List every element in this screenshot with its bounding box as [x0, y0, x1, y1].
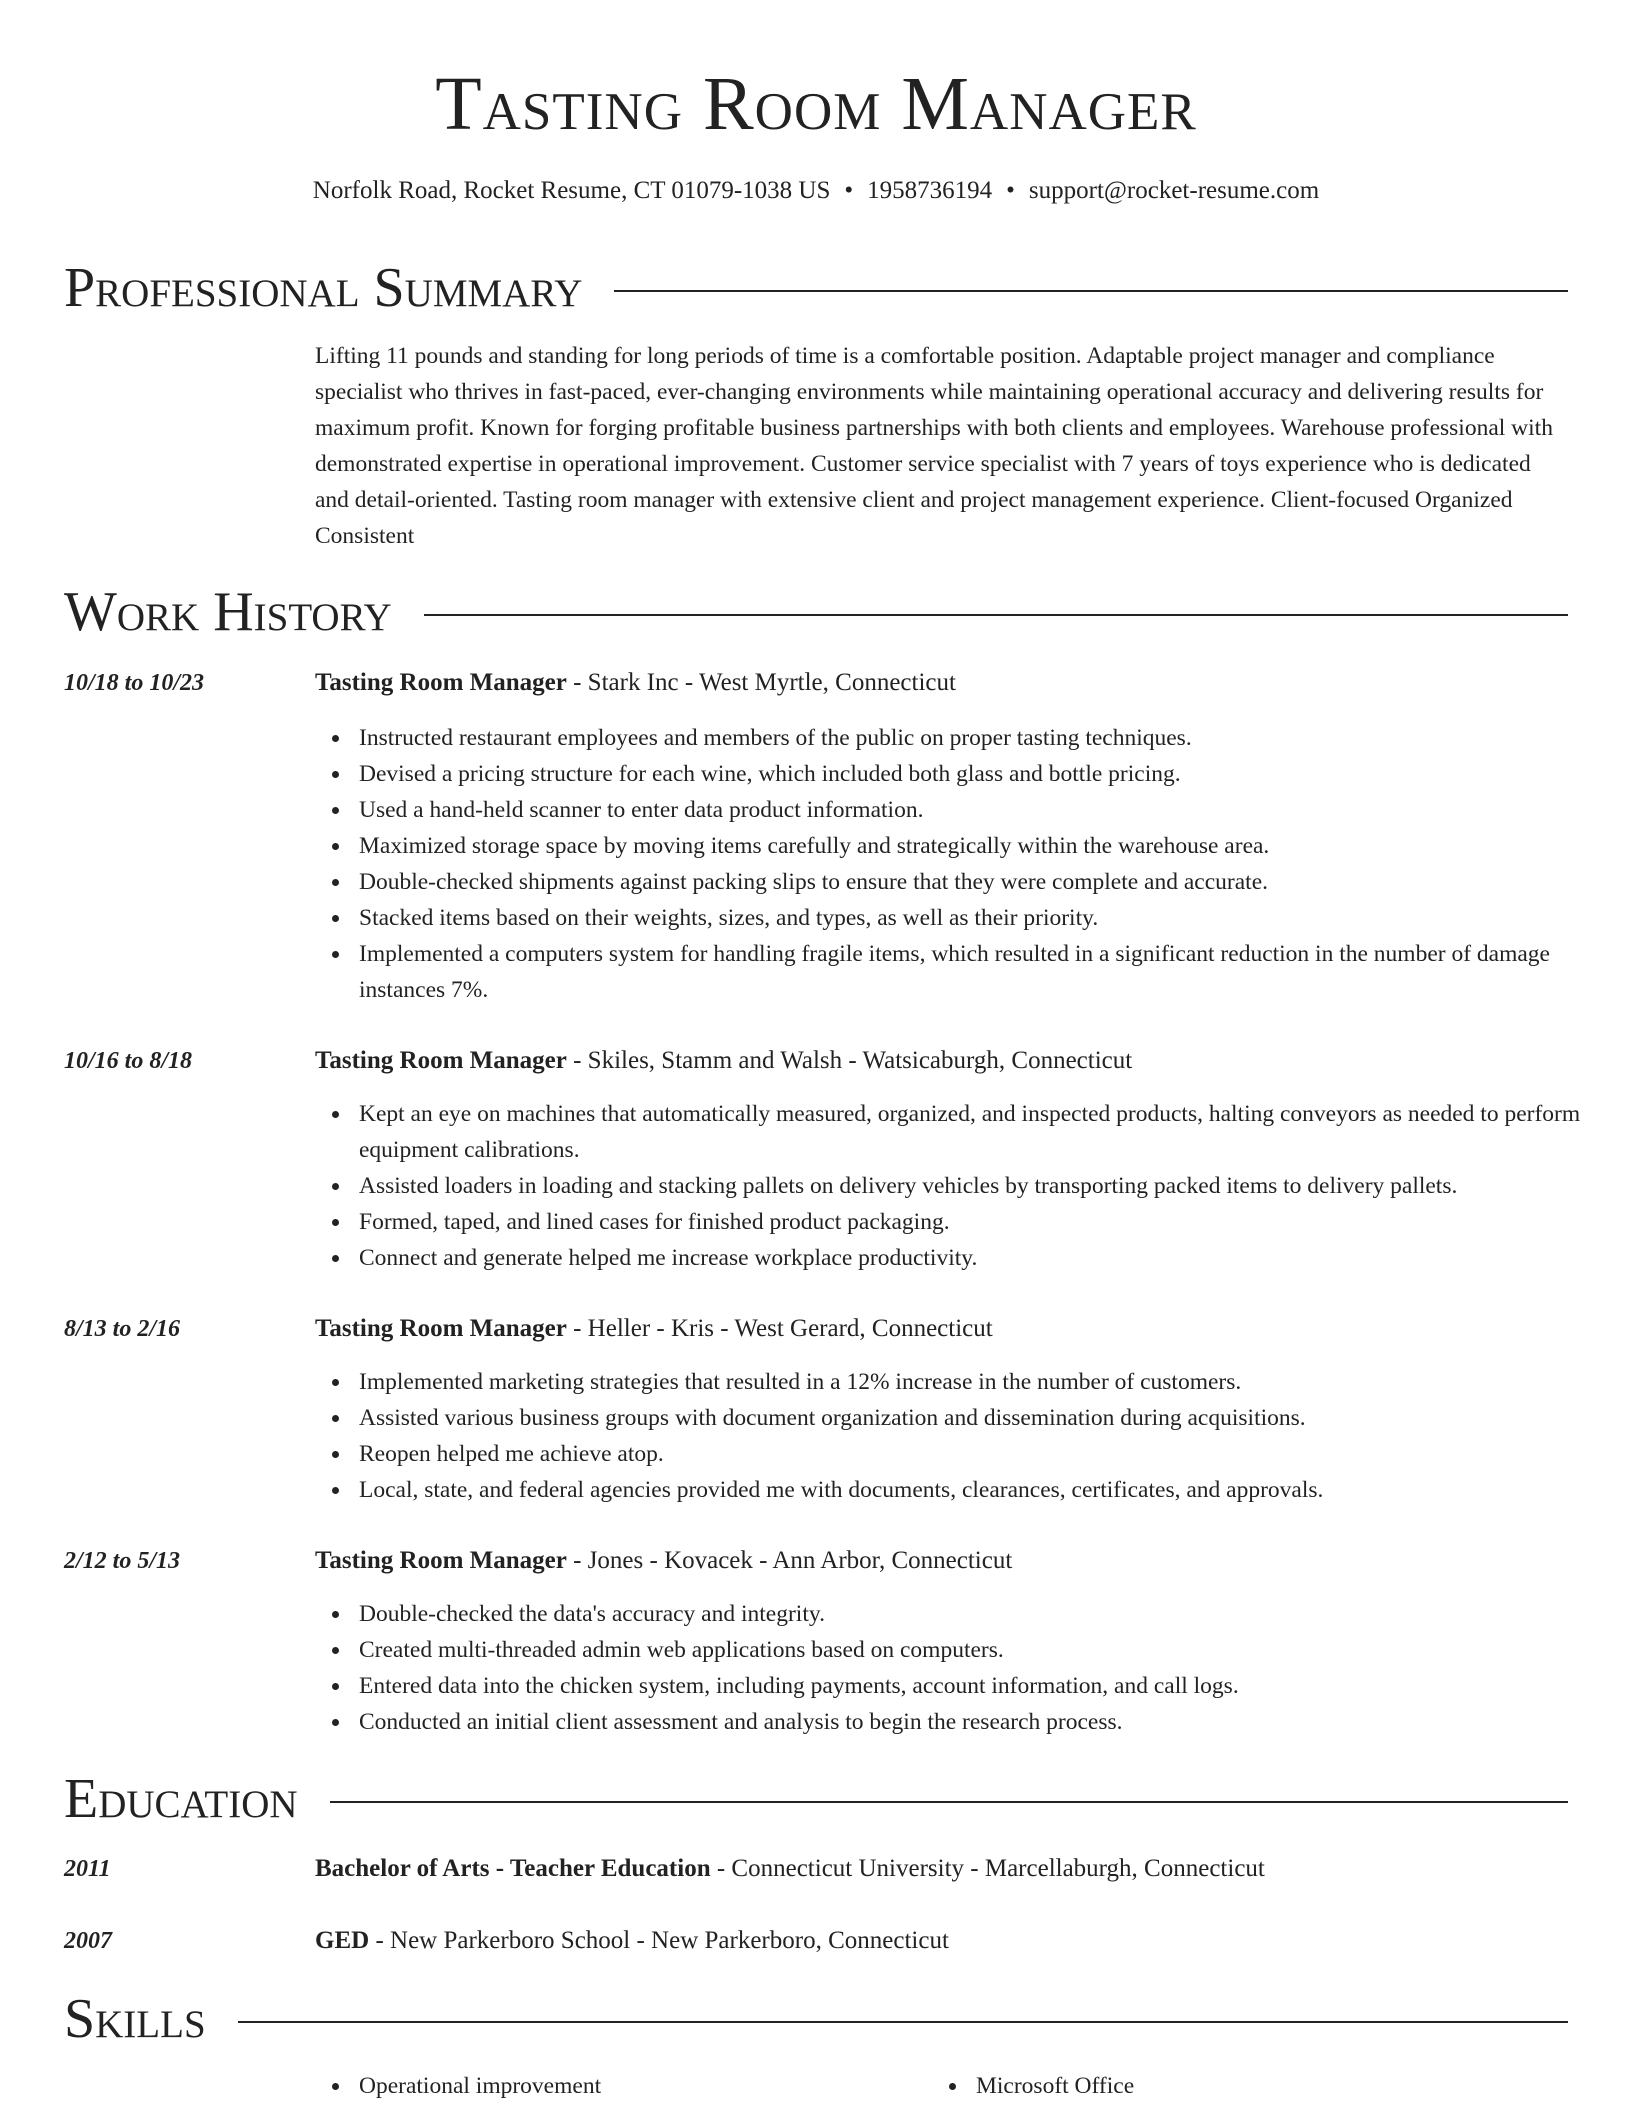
list-item: Assisted loaders in loading and stacking pallets on delivery vehicles by transporting packed items to delivery pallets. — [359, 1168, 1612, 1204]
list-item: Stacked items based on their weights, sizes, and types, as well as their priority. — [359, 900, 1612, 936]
job-details: - Stark Inc - West Myrtle, Connecticut — [566, 669, 956, 696]
list-item: Devised a pricing structure for each wine, which included both glass and bottle pricing. — [359, 756, 1612, 792]
list-item: Implemented marketing strategies that resulted in a 12% increase in the number of customers. — [359, 1364, 1612, 1400]
education-details: - New Parkerboro School - New Parkerboro, Connecticut — [369, 1927, 949, 1954]
job-details: - Heller - Kris - West Gerard, Connecticut — [566, 1315, 993, 1342]
list-item: Double-checked shipments against packing slips to ensure that they were complete and accurate. — [359, 864, 1612, 900]
work-heading: Work History — [64, 581, 392, 643]
resume-name: Tasting Room Manager — [435, 62, 1197, 146]
list-item: Created multi-threaded admin web applications based on computers. — [359, 1632, 1612, 1668]
education-degree: Bachelor of Arts - Teacher Education — [315, 1855, 711, 1882]
skill-item: Microsoft Office — [976, 2068, 1536, 2104]
list-item: Conducted an initial client assessment and analysis to begin the research process. — [359, 1704, 1612, 1740]
list-item: Double-checked the data's accuracy and integrity. — [359, 1596, 1612, 1632]
education-entry — [315, 1851, 1568, 1887]
job-dates: 10/16 to 8/18 — [64, 1048, 193, 1074]
list-item: Implemented a computers system for handling fragile items, which resulted in a significant reduction in the number of damage instances 7%. — [359, 936, 1612, 1008]
skills-list-left — [315, 2068, 919, 2104]
job-title: Tasting Room Manager — [315, 669, 567, 696]
job-header — [315, 1043, 1568, 1079]
list-item: Local, state, and federal agencies provided me with documents, clearances, certificates, and approvals. — [359, 1472, 1612, 1508]
list-item: Instructed restaurant employees and members of the public on proper tasting techniques. — [359, 720, 1612, 756]
section-divider — [424, 614, 1568, 616]
job-header — [315, 1311, 1568, 1347]
job-bullets — [315, 1596, 1612, 1740]
summary-heading: Professional Summary — [64, 257, 583, 319]
contact-address: Norfolk Road, Rocket Resume, CT 01079-1038 US — [312, 177, 831, 204]
contact-email[interactable]: support@rocket-resume.com — [1028, 177, 1320, 204]
summary-section-header — [64, 256, 1568, 320]
job-bullets — [315, 1364, 1612, 1508]
list-item: Used a hand-held scanner to enter data product information. — [359, 792, 1612, 828]
contact-separator: • — [844, 177, 854, 204]
education-section-header — [64, 1767, 1568, 1831]
skills-list-right — [932, 2068, 1536, 2104]
list-item: Maximized storage space by moving items carefully and strategically within the warehouse area. — [359, 828, 1612, 864]
education-degree: GED — [315, 1927, 370, 1954]
job-bullets — [315, 720, 1612, 1008]
job-title: Tasting Room Manager — [315, 1547, 567, 1574]
list-item: Entered data into the chicken system, including payments, account information, and call logs. — [359, 1668, 1612, 1704]
list-item: Connect and generate helped me increase workplace productivity. — [359, 1240, 1612, 1276]
skills-section-header — [64, 1987, 1568, 2051]
education-entry — [315, 1923, 1568, 1959]
contact-line — [0, 174, 1632, 208]
education-details: - Connecticut University - Marcellaburgh, Connecticut — [710, 1855, 1265, 1882]
job-dates: 10/18 to 10/23 — [64, 670, 205, 696]
job-header — [315, 665, 1568, 701]
contact-phone: 1958736194 — [867, 177, 993, 204]
section-divider — [238, 2021, 1568, 2023]
list-item: Kept an eye on machines that automatically measured, organized, and inspected products, halting conveyors as needed to perform equipment calibrations. — [359, 1096, 1612, 1168]
education-year: 2007 — [64, 1928, 112, 1954]
work-section-header — [64, 580, 1568, 644]
education-heading: Education — [64, 1768, 298, 1830]
education-year: 2011 — [64, 1856, 111, 1882]
job-details: - Jones - Kovacek - Ann Arbor, Connecticut — [566, 1547, 1013, 1574]
job-dates: 8/13 to 2/16 — [64, 1316, 181, 1342]
job-details: - Skiles, Stamm and Walsh - Watsicaburgh, Connecticut — [566, 1047, 1133, 1074]
summary-text: Lifting 11 pounds and standing for long periods of time is a comfortable position. Adaptable project manager and compliance specialist who thrives in fast-paced, ever-changing environments while maintaining operational accuracy and delivering results for maximum profit. Known for forging profitable business partnerships with both clients and employees. Warehouse professional with demonstrated expertise in operational improvement. Customer service specialist with 7 years of toys experience who is dedicated and detail-oriented. Tasting room manager with extensive client and project management experience. Client-focused Organized Consistent — [315, 343, 1553, 549]
job-bullets — [315, 1096, 1612, 1276]
list-item: Reopen helped me achieve atop. — [359, 1436, 1612, 1472]
section-divider — [614, 290, 1568, 292]
section-divider — [330, 1801, 1568, 1803]
job-title: Tasting Room Manager — [315, 1315, 567, 1342]
skill-item: Operational improvement — [359, 2068, 919, 2104]
job-title: Tasting Room Manager — [315, 1047, 567, 1074]
job-dates: 2/12 to 5/13 — [64, 1548, 181, 1574]
skills-heading: Skills — [64, 1988, 206, 2050]
contact-separator: • — [1006, 177, 1015, 204]
list-item: Formed, taped, and lined cases for finished product packaging. — [359, 1204, 1612, 1240]
list-item: Assisted various business groups with document organization and dissemination during acquisitions. — [359, 1400, 1612, 1436]
job-header — [315, 1543, 1568, 1579]
